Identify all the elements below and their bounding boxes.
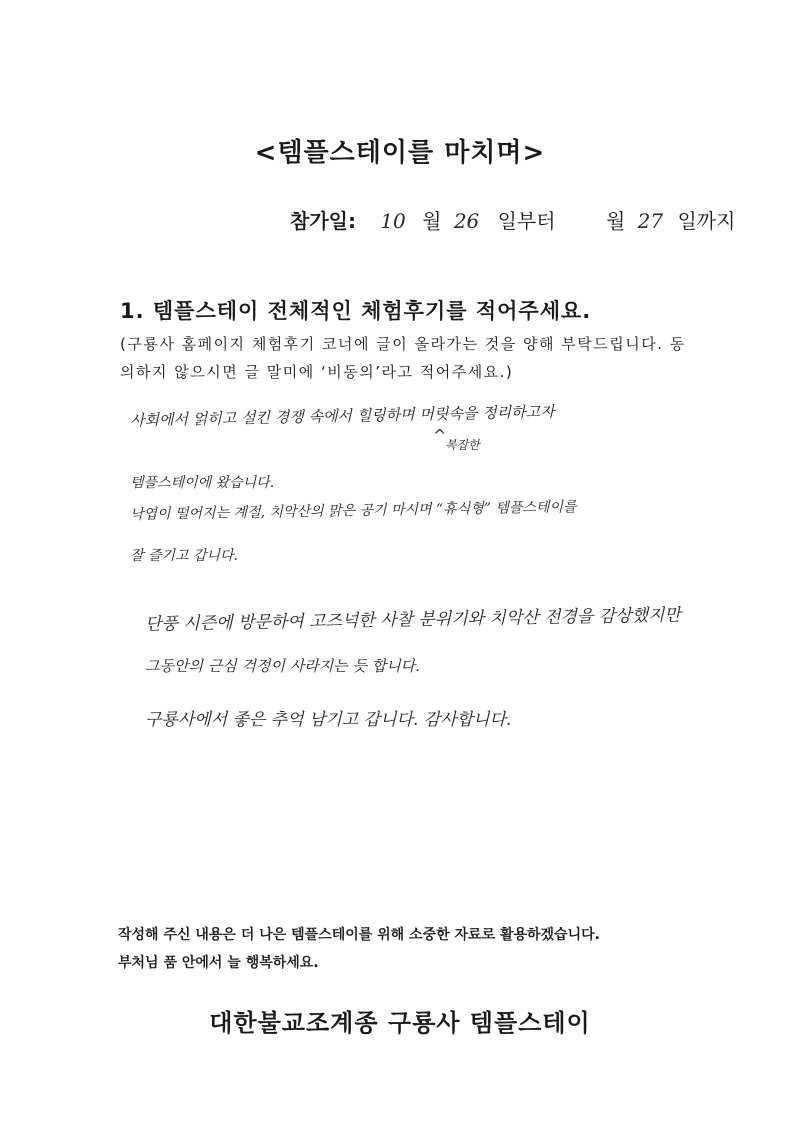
- to-text: 일까지: [677, 209, 736, 233]
- month-unit-1: 월: [422, 209, 442, 233]
- handwritten-line-1: 사회에서 얽히고 설킨 경쟁 속에서 힐링하며 머릿속을 정리하고자: [129, 402, 555, 430]
- handwritten-insert: 복잡한: [445, 438, 480, 452]
- start-day-value: 26: [453, 209, 480, 233]
- handwritten-line-7: 구룡사에서 좋은 추억 남기고 갑니다. 감사합니다.: [145, 710, 512, 730]
- insertion-caret: ^: [433, 426, 447, 445]
- question-title: 1. 템플스테이 전체적인 체험후기를 적어주세요.: [120, 299, 592, 323]
- date-label: 참가일:: [290, 209, 356, 233]
- participation-date-row: [290, 205, 735, 234]
- handwritten-line-3: 낙엽이 떨어지는 계절, 치악산의 맑은 공기 마시며 “휴식형” 템플스테이를: [129, 499, 577, 523]
- start-month-value: 10: [380, 209, 406, 233]
- from-text: 일부터: [497, 209, 556, 233]
- footer-blessing-line: 부처님 품 안에서 늘 행복하세요.: [118, 955, 319, 971]
- footer-thanks-line: 작성해 주신 내용은 더 나은 템플스테이를 위해 소중한 자료로 활용하겠습니다.: [118, 927, 600, 943]
- page-title: <템플스테이를 마치며>: [254, 138, 546, 168]
- handwritten-line-2: 템플스테이에 왔습니다.: [130, 475, 275, 491]
- handwritten-line-6: 그동안의 근심 걱정이 사라지는 듯 합니다.: [145, 657, 420, 675]
- handwritten-line-4: 잘 즐기고 갑니다.: [130, 548, 239, 564]
- organization-signature: 대한불교조계종 구룡사 템플스테이: [209, 1009, 591, 1037]
- question-note: (구룡사 홈페이지 체험후기 코너에 글이 올라가는 것을 양해 부탁드립니다. 동의하지 않으시면 글 말미에 ‘비동의’라고 적어주세요.): [120, 335, 686, 381]
- month-unit-2: 월: [605, 209, 626, 233]
- handwritten-line-5: 단풍 시즌에 방문하여 고즈넉한 사찰 분위기와 치악산 전경을 감상했지만: [144, 605, 682, 635]
- end-day-value: 27: [637, 209, 664, 233]
